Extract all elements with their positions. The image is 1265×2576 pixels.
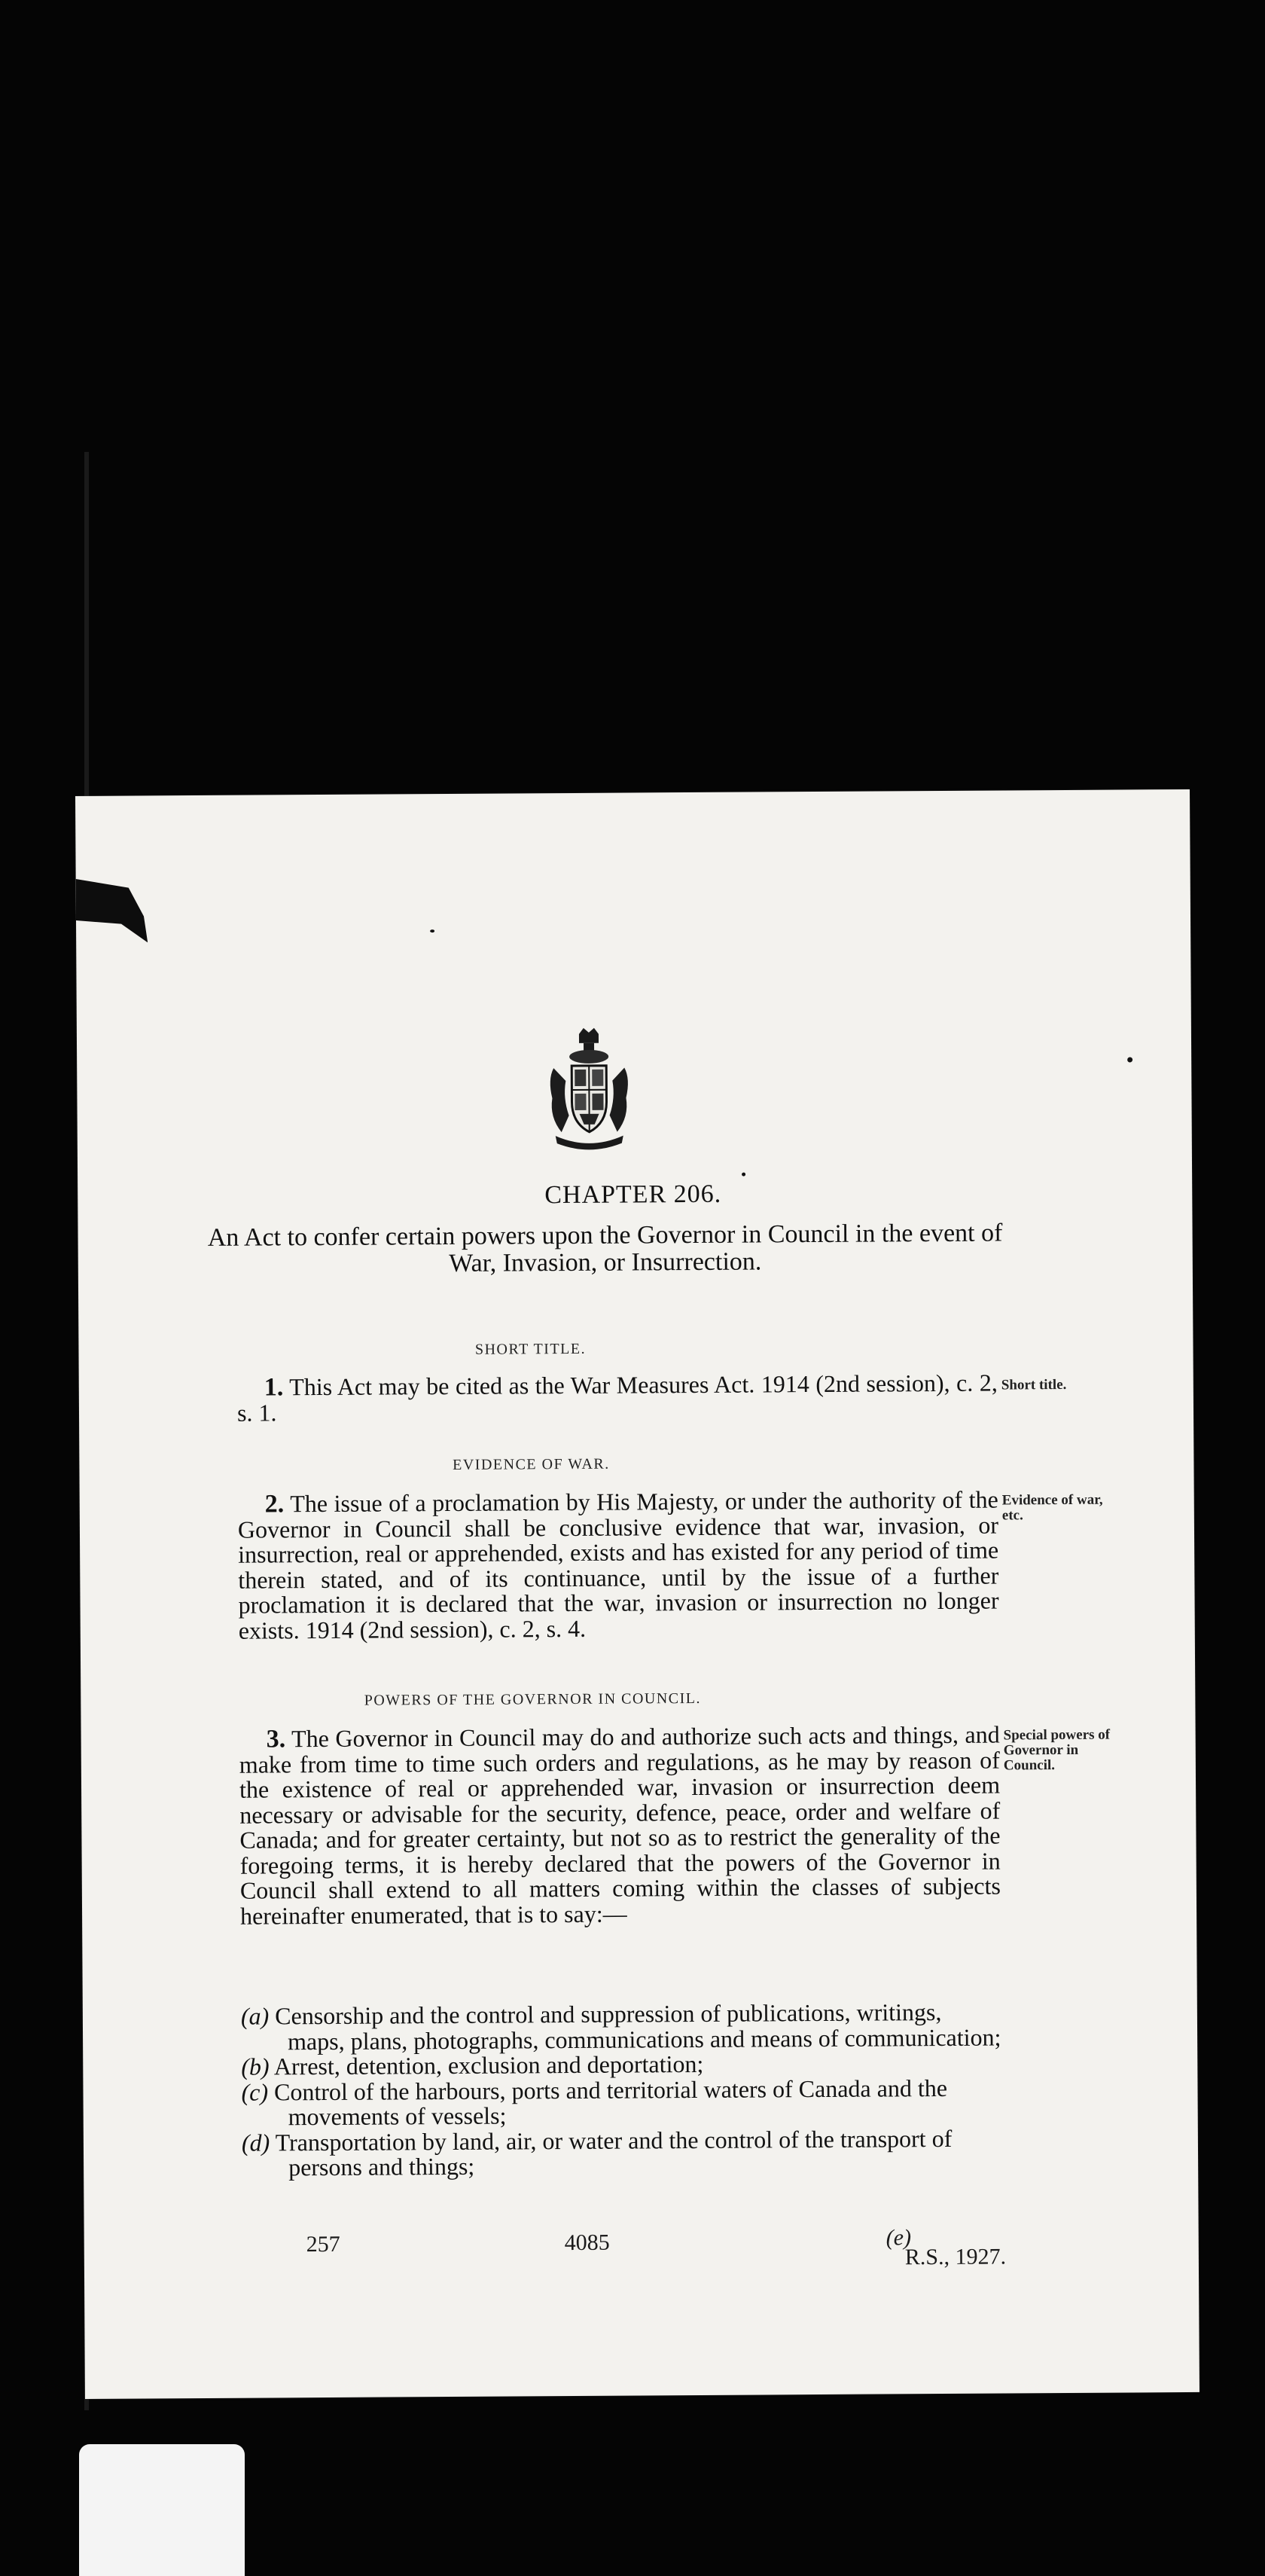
list-item <box>242 2126 1002 2181</box>
section-heading-powers: POWERS OF THE GOVERNOR IN COUNCIL. <box>269 1689 796 1710</box>
section-text: The issue of a proclamation by His Majesty, or under the authority of the Governor in Council shall be conclusive evidence that war, invasion, or insurrection, real or apprehended, exists and has existed for any period of time therein stated, and of its continuance, until by the issue of a further proclamation it is declared that the war, invasion or insurrection no longer exists. 1914 (2nd session), c. 2, s. 4. <box>238 1486 999 1644</box>
footer-folio: 4085 <box>565 2230 610 2256</box>
chapter-heading: CHAPTER 206. <box>78 1177 1188 1213</box>
section-number: 1. <box>264 1373 284 1401</box>
section-text: The Governor in Council may do and authorize such acts and things, and make from time to time such orders and regulations, as he may by reason of the existence of real or apprehended war, invasion or insurrection deem necessary or advisable for the security, defence, peace, order and welfare of Canada; and for greater certainty, but not so as to restrict the generality of the foregoing terms, it is hereby declared that the powers of the Governor in Council shall extend to all matters coming within the classes of subjects hereinafter enumerated, that is to say:— <box>239 1721 1001 1930</box>
footer-revision: R.S., 1927. <box>905 2244 1006 2270</box>
section-2 <box>238 1488 999 1644</box>
enumerated-list <box>241 2000 1002 2181</box>
footer-catchword: (e) <box>886 2225 912 2251</box>
section-heading-short-title: SHORT TITLE. <box>304 1339 756 1360</box>
item-text: Censorship and the control and suppression of publications, writings, maps, plans, photographs, communications and means of communication; <box>275 1998 1001 2055</box>
section-heading-evidence-of-war: EVIDENCE OF WAR. <box>305 1454 757 1475</box>
speck <box>742 1173 745 1177</box>
footer-page-number: 257 <box>306 2232 340 2257</box>
coat-of-arms-emblem <box>540 1026 639 1155</box>
margin-note-short-title: Short title. <box>1001 1378 1111 1393</box>
section-number: 2. <box>265 1490 285 1518</box>
item-label: (a) <box>241 2002 270 2029</box>
list-item <box>241 2075 1001 2130</box>
item-text: Arrest, detention, exclusion and deportation; <box>274 2050 704 2080</box>
margin-note-powers: Special powers of Governor in Council. <box>1004 1728 1113 1774</box>
item-label: (d) <box>242 2129 270 2156</box>
list-item <box>241 2000 1001 2055</box>
document-page <box>75 789 1199 2399</box>
item-text: Transportation by land, air, or water and the control of the transport of persons and things; <box>276 2124 953 2181</box>
section-number: 3. <box>267 1725 286 1753</box>
page-tab-mark <box>76 878 148 943</box>
item-label: (b) <box>241 2053 270 2080</box>
section-3 <box>239 1723 1001 1929</box>
section-text: This Act may be cited as the War Measures Act. 1914 (2nd session), c. 2, s. 1. <box>237 1369 998 1427</box>
item-text: Control of the harbours, ports and territorial waters of Canada and the movements of vessels; <box>274 2074 947 2130</box>
item-label: (c) <box>241 2078 268 2105</box>
section-1 <box>237 1371 998 1426</box>
speck <box>1127 1057 1132 1062</box>
margin-note-evidence: Evidence of war, etc. <box>1002 1493 1111 1524</box>
speck <box>430 929 434 932</box>
film-label-tab <box>79 2444 245 2576</box>
act-title: An Act to confer certain powers upon the Governor in Council in the event of War, Invasion, or Insurrection. <box>191 1219 1019 1279</box>
